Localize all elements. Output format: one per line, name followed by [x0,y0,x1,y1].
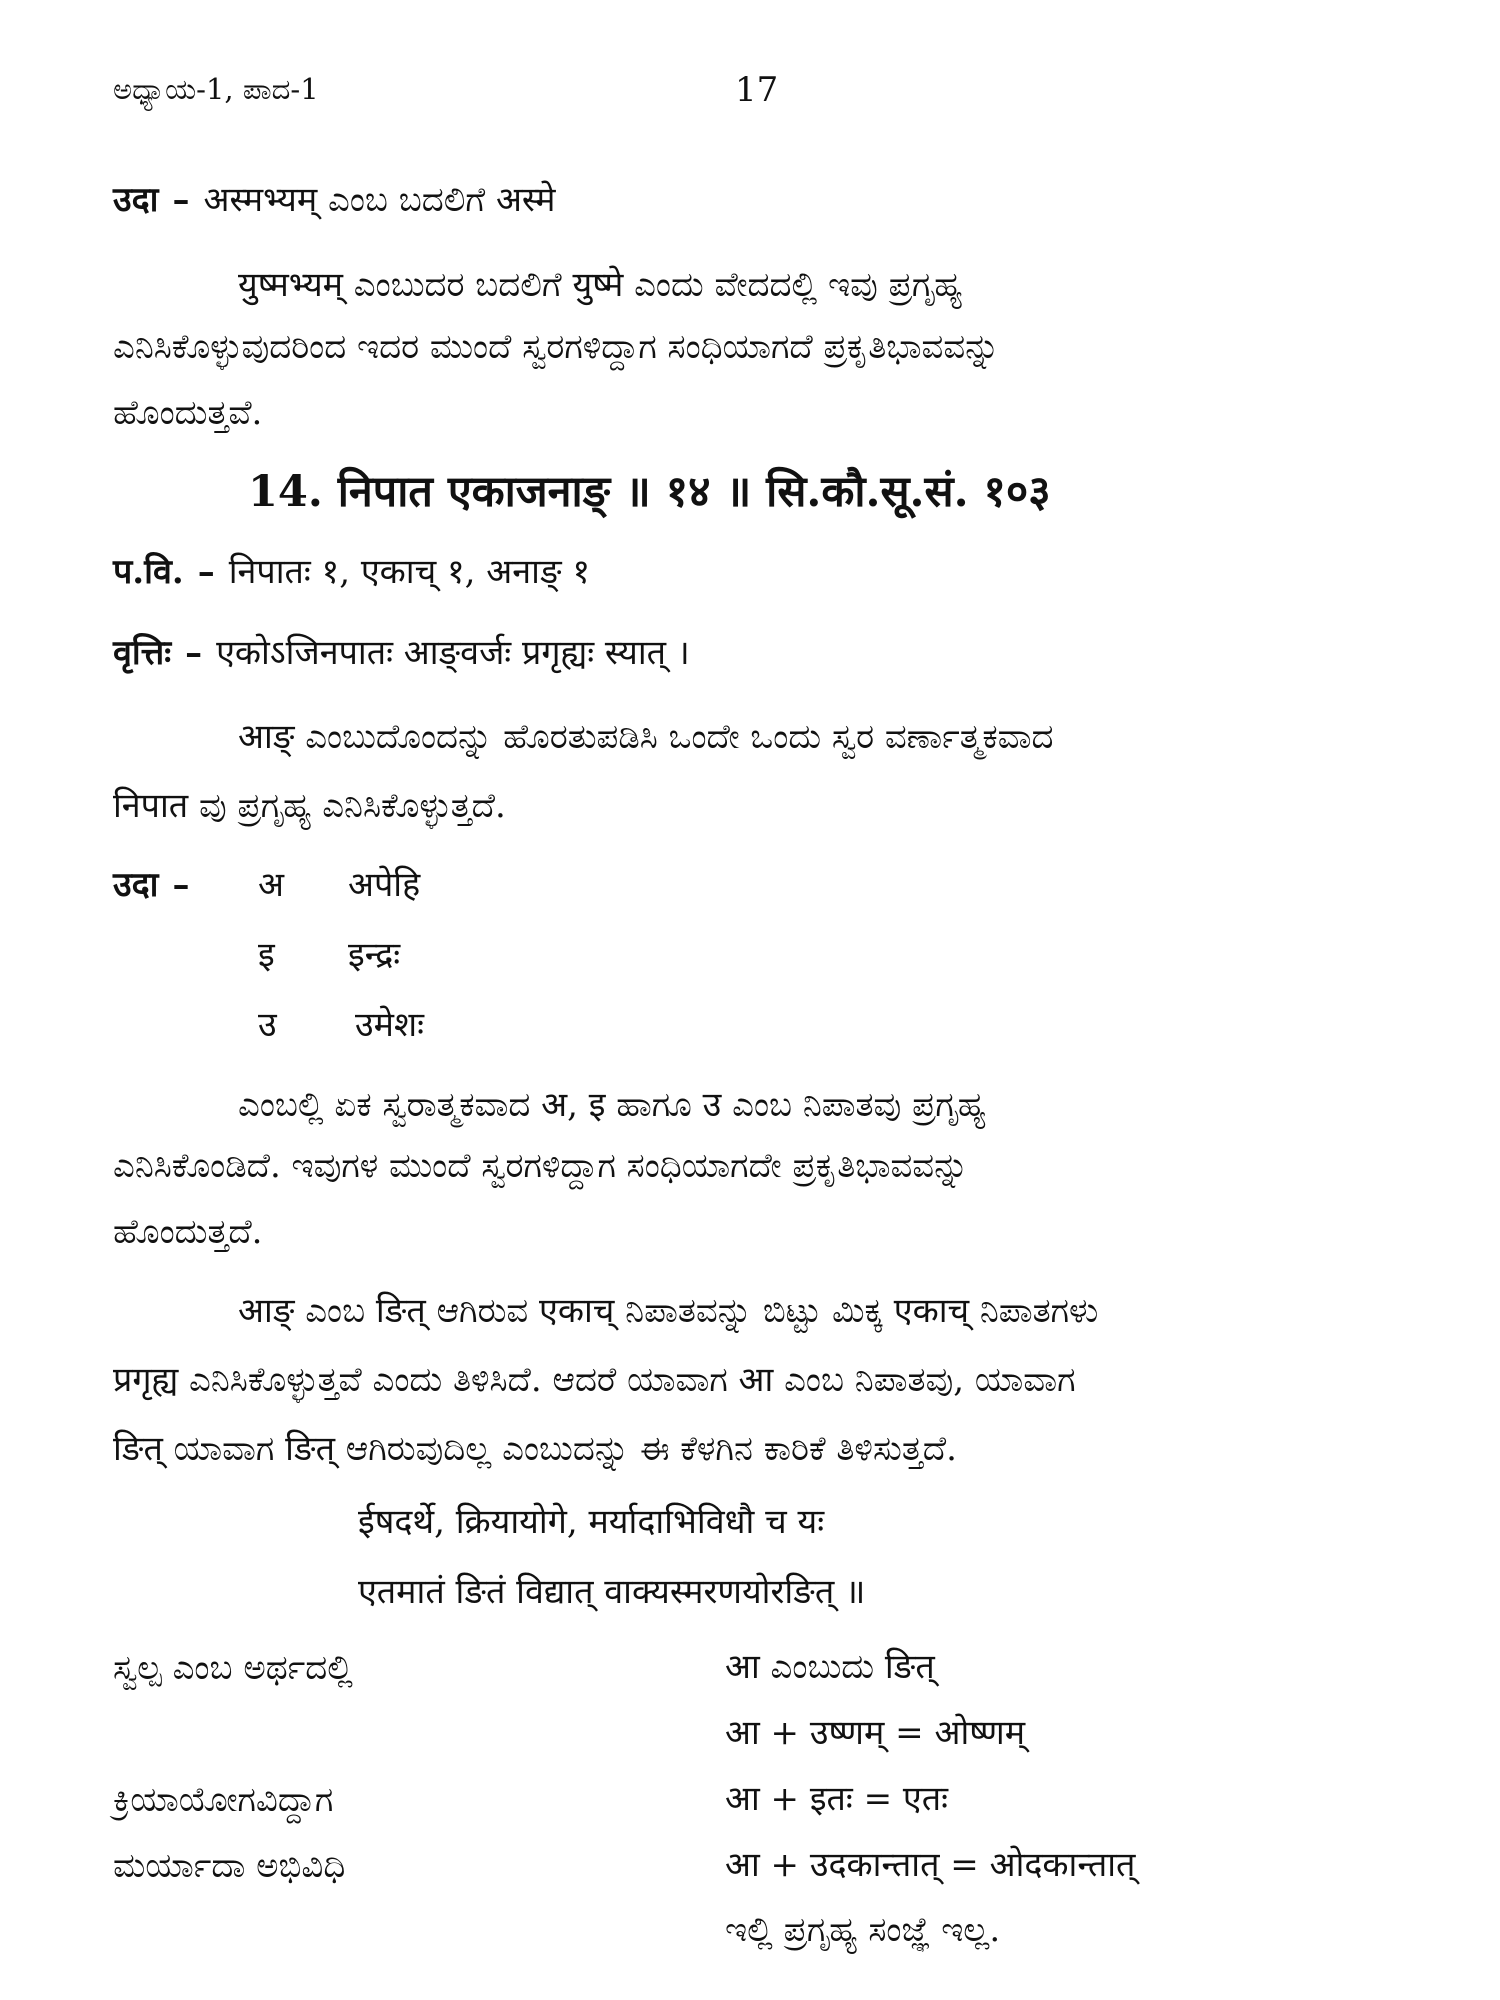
table-left-cell: ಕ್ರಿಯಾಯೋಗವಿದ್ದಾಗ [113,1780,334,1820]
karika-line: एतमातं ङितं विद्यात् वाक्यस्मरणयोरङित् ॥ [358,1572,866,1612]
example-letter: उ [258,1005,277,1045]
dash: – [185,633,203,673]
paragraph-line: ಎನಿಸಿಕೊಂಡಿದೆ. ಇವುಗಳ ಮುಂದೆ ಸ್ವರಗಳಿದ್ದಾಗ ಸಂಧಿಯಾಗದೇ ಪ್ರಕೃತಿಭಾವವನ್ನು [113,1146,969,1186]
paragraph-line: युष्मभ्यम् ಎಂಬುದರ ಬದಲಿಗೆ युष्मे ಎಂದು ವೇದದಲ್ಲಿ ಇವು ಪ್ರಗೃಹ್ಯ [238,265,963,305]
example-label: उदा [113,180,159,220]
vritti-label: वृत्तिः [113,633,172,673]
examples-row [113,860,204,906]
example-word: अपेहि [348,865,421,905]
paragraph-line: ङित् ಯಾವಾಗ ङित् ಆಗಿರುವುದಿಲ್ಲ ಎಂಬುದನ್ನು ಈ ಕೆಳಗಿನ ಕಾರಿಕೆ ತಿಳಿಸುತ್ತದೆ. [113,1429,957,1469]
intro-example-text: अस्मभ्यम् ಎಂಬ ಬದಲಿಗೆ अस्मे [203,180,556,220]
padavibhaga-text: निपातः १, एकाच् १, अनाङ् १ [228,552,591,592]
table-right-cell: आ ಎಂಬುದು ङित् [725,1647,935,1687]
example-word: इन्द्रः [348,935,401,975]
running-head: ಅಧ್ಯಾಯ-1, ಪಾದ-1 [113,72,319,106]
dash: – [172,865,190,905]
page-number: 17 [735,70,779,110]
vritti-line [113,628,690,674]
example-letter: अ [258,865,284,905]
table-right-cell: आ + इतः = एतः [725,1779,948,1819]
table-left-cell: ಮರ್ಯಾದಾ ಅಭಿವಿಧಿ [113,1846,346,1886]
table-right-cell: आ + उष्णम् = ओष्णम् [725,1713,1026,1753]
example-letter: इ [258,935,275,975]
paragraph-line: प्रगृह्य ಎನಿಸಿಕೊಳ್ಳುತ್ತವೆ ಎಂದು ತಿಳಿಸಿದೆ. ಆದರೆ ಯಾವಾಗ आ ಎಂಬ ನಿಪಾತವು, ಯಾವಾಗ [113,1360,1076,1400]
table-right-cell: ಇಲ್ಲಿ ಪ್ರಗೃಹ್ಯ ಸಂಜ್ಞೆ ಇಲ್ಲ. [725,1910,1001,1950]
explanation-line: निपात ವು ಪ್ರಗೃಹ್ಯ ಎನಿಸಿಕೊಳ್ಳುತ್ತದೆ. [113,786,506,826]
dash: – [197,552,215,592]
dash: – [172,180,190,220]
table-right-cell: आ + उदकान्तात् = ओदकान्तात् [725,1845,1136,1885]
karika-line: ईषदर्थे, क्रियायोगे, मर्यादाभिविधौ च यः [358,1502,825,1542]
vritti-text: एकोऽजिनपातः आङ्वर्जः प्रगृह्यः स्यात् । [216,633,690,673]
padavibhaga-line [113,547,590,593]
table-left-cell: ಸ್ವಲ್ಪ ಎಂಬ ಅರ್ಥದಲ್ಲಿ [113,1648,353,1688]
padavibhaga-label: प.वि. [113,552,184,592]
explanation-line: आङ् ಎಂಬುದೊಂದನ್ನು ಹೊರತುಪಡಿಸಿ ಒಂದೇ ಒಂದು ಸ್ವರ ವರ್ಣಾತ್ಮಕವಾದ [238,717,1054,757]
paragraph-line: ಎಂಬಲ್ಲಿ ಏಕ ಸ್ವರಾತ್ಮಕವಾದ अ, इ ಹಾಗೂ उ ಎಂಬ ನಿಪಾತವು ಪ್ರಗೃಹ್ಯ [238,1085,986,1125]
sutra-heading: 14. निपात एकाजनाङ् ॥ १४ ॥ सि.कौ.सू.सं. १०३ [248,467,1051,517]
example-word: उमेशः [355,1005,424,1045]
intro-example-line [113,175,556,221]
example-label: उदा [113,865,159,905]
paragraph-line: ಹೊಂದುತ್ತದೆ. [113,1212,263,1252]
paragraph-line: आङ् ಎಂಬ ङित् ಆಗಿರುವ एकाच् ನಿಪಾತವನ್ನು ಬಿಟ್ಟು ಮಿಕ್ಕ एकाच् ನಿಪಾತಗಳು [238,1291,1099,1331]
paragraph-line: ಹೊಂದುತ್ತವೆ. [113,393,263,433]
paragraph-line: ಎನಿಸಿಕೊಳ್ಳುವುದರಿಂದ ಇದರ ಮುಂದೆ ಸ್ವರಗಳಿದ್ದಾಗ ಸಂಧಿಯಾಗದೆ ಪ್ರಕೃತಿಭಾವವನ್ನು [113,327,1000,367]
